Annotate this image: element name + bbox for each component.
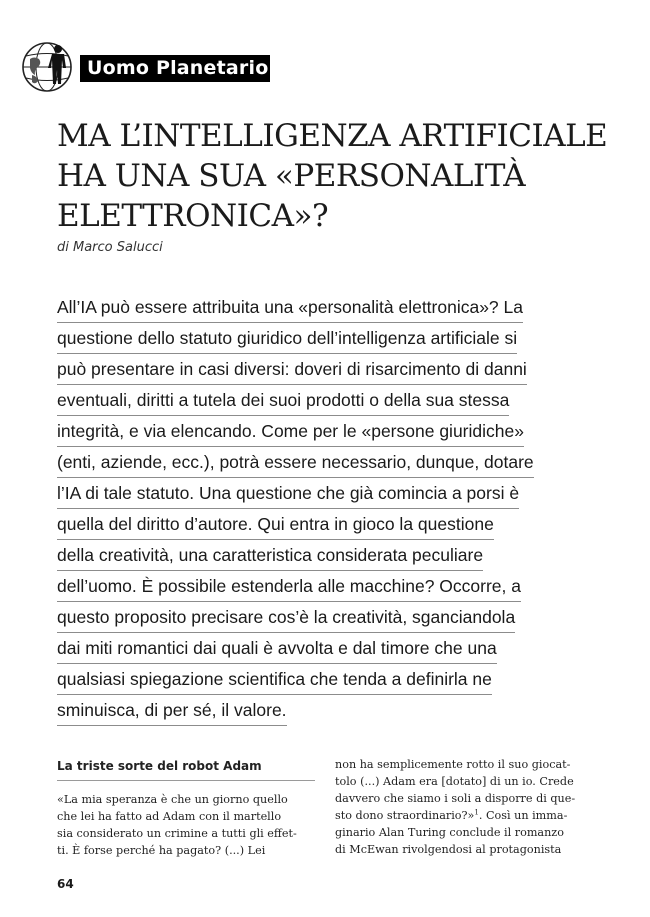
body-line: ti. È forse perché ha pagato? (...) Lei: [57, 844, 266, 857]
body-text: . Così un imma-: [478, 809, 568, 822]
lead-line: All’IA può essere attribuita una «personalità elettronica»? La: [57, 293, 523, 323]
byline: di Marco Salucci: [57, 240, 163, 255]
lead-line: questo proposito precisare cos’è la creatività, sganciandola: [57, 603, 515, 633]
lead-line: integrità, e via elencando. Come per le «persone giuridiche»: [57, 417, 524, 447]
title-line: MA L’INTELLIGENZA ARTIFICIALE: [57, 118, 608, 154]
body-line: ginario Alan Turing conclude il romanzo: [335, 826, 564, 839]
lead-line: questione dello statuto giuridico dell’intelligenza artificiale si: [57, 324, 517, 354]
body-line: che lei ha fatto ad Adam con il martello: [57, 810, 282, 823]
body-line: non ha semplicemente rotto il suo giocat-: [335, 758, 571, 771]
section-label: Uomo Planetario: [80, 55, 270, 82]
globe-with-silhouette-icon: [20, 37, 78, 95]
footnote-ref: 1: [474, 808, 479, 817]
article-title: [57, 116, 617, 236]
body-line: [335, 807, 593, 824]
title-line: ELETTRONICA»?: [57, 198, 329, 234]
lead-line: dell’uomo. È possibile estenderla alle macchine? Occorre, a: [57, 572, 521, 602]
lead-line: l’IA di tale statuto. Una questione che già comincia a porsi è: [57, 479, 519, 509]
lead-line: (enti, aziende, ecc.), potrà essere necessario, dunque, dotare: [57, 448, 534, 478]
lead-line: della creatività, una caratteristica considerata peculiare: [57, 541, 483, 571]
body-line: tolo (...) Adam era [dotato] di un io. Crede: [335, 775, 574, 788]
body-column-left: [57, 758, 315, 859]
lead-paragraph: [57, 293, 577, 727]
body-column-right: [335, 756, 593, 858]
lead-line: eventuali, diritti a tutela dei suoi prodotti o della sua stessa: [57, 386, 509, 416]
body-line: sia considerato un crimine a tutti gli effet-: [57, 827, 297, 840]
lead-line: qualsiasi spiegazione scientifica che tenda a definirla ne: [57, 665, 492, 695]
lead-line: sminuisca, di per sé, il valore.: [57, 696, 287, 726]
body-text: sto dono straordinario?»: [335, 809, 475, 822]
page-number: 64: [57, 877, 74, 891]
body-line: «La mia speranza è che un giorno quello: [57, 793, 288, 806]
body-line: di McEwan rivolgendosi al protagonista: [335, 843, 562, 856]
body-line: davvero che siamo i soli a disporre di que-: [335, 792, 576, 805]
lead-line: dai miti romantici dai quali è avvolta e dal timore che una: [57, 634, 497, 664]
lead-line: quella del diritto d’autore. Qui entra in gioco la questione: [57, 510, 494, 540]
title-line: HA UNA SUA «PERSONALITÀ: [57, 158, 526, 194]
lead-line: può presentare in casi diversi: doveri di risarcimento di danni: [57, 355, 527, 385]
subheading: La triste sorte del robot Adam: [57, 758, 315, 781]
